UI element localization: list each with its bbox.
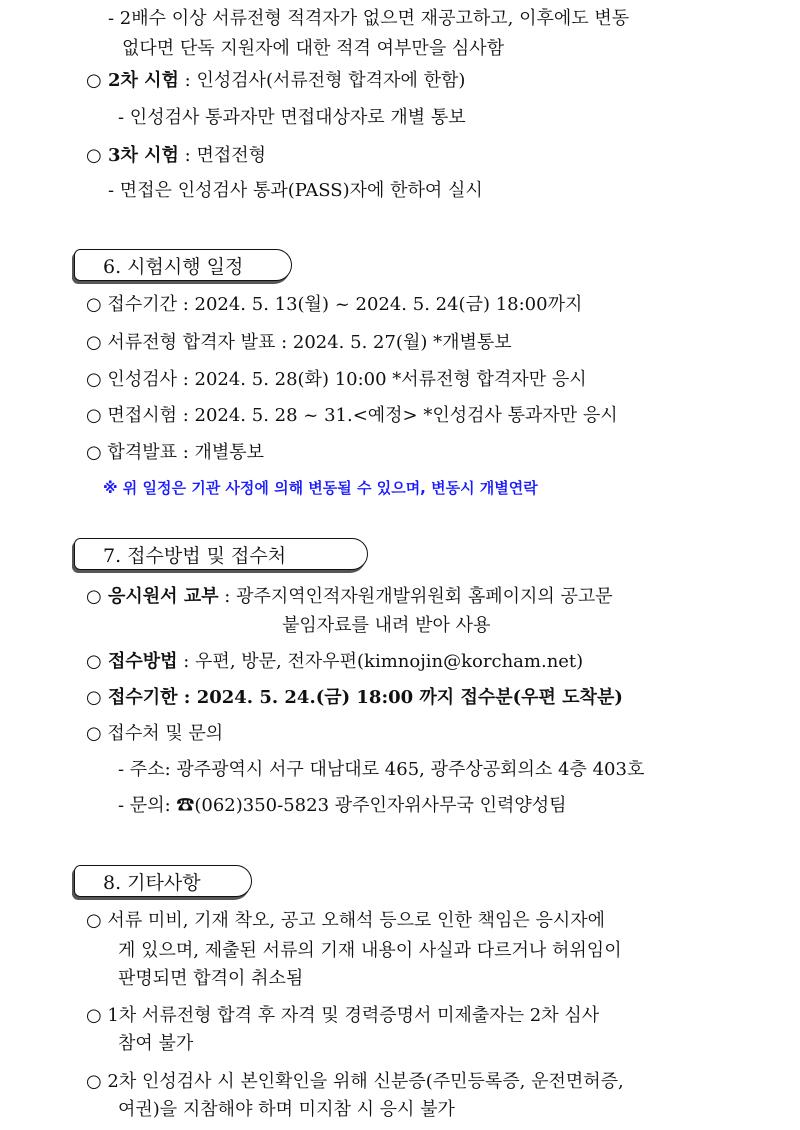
stage2-text: : 인성검사(서류전형 합격자에 한함) [178, 70, 466, 91]
schedule-item: ○ 서류전형 합격자 발표 : 2024. 5. 27(월) *개별통보 [86, 332, 512, 353]
phone-icon: ☎ [176, 795, 195, 816]
method-line [86, 649, 583, 675]
schedule-item: ○ 접수기간 : 2024. 5. 13(월) ~ 2024. 5. 24(금) 18:00까지 [86, 294, 583, 315]
schedule-item: ○ 합격발표 : 개별통보 [86, 442, 265, 463]
contact-prefix: - 문의: [118, 795, 177, 816]
section7-heading [74, 538, 368, 570]
place-label: ○ 접수처 및 문의 [86, 723, 224, 744]
stage3-line [86, 143, 266, 169]
method-text: : 우편, 방문, 전자우편(kimnojin@korcham.net) [177, 651, 584, 672]
method-label: ○ 접수방법 [86, 651, 178, 672]
contact-text: (062)350-5823 광주인자위사무국 인력양성팀 [194, 795, 567, 816]
intro-line-2: 없다면 단독 지원자에 대한 적격 여부만을 심사함 [122, 38, 505, 59]
address-line: - 주소: 광주광역시 서구 대남대로 465, 광주상공회의소 4층 403호 [118, 759, 645, 780]
section8-heading [74, 865, 252, 897]
stage3-sub: - 면접은 인성검사 통과(PASS)자에 한하여 실시 [108, 180, 483, 201]
misc-item-2: ○ 1차 서류전형 합격 후 자격 및 경력증명서 미제출자는 2차 심사 [86, 1005, 600, 1026]
stage2-line [86, 68, 465, 94]
misc-item-2-cont: 참여 불가 [118, 1033, 194, 1054]
section6-heading [74, 249, 292, 281]
section6-title: 6. 시험시행 일정 [103, 255, 244, 278]
deadline-line: ○ 접수기한 : 2024. 5. 24.(금) 18:00 까지 접수분(우편 도착분) [86, 687, 623, 708]
stage2-label: ○ 2차 시험 [86, 70, 179, 91]
misc-item-3: ○ 2차 인성검사 시 본인확인을 위해 신분증(주민등록증, 운전면허증, [86, 1071, 624, 1092]
schedule-note: ※ 위 일정은 기관 사정에 의해 변동될 수 있으며, 변동시 개별연락 [103, 479, 538, 497]
schedule-item: ○ 인성검사 : 2024. 5. 28(화) 10:00 *서류전형 합격자만 응시 [86, 369, 587, 390]
misc-item-3-cont: 여권)을 지참해야 하며 미지참 시 응시 불가 [118, 1099, 455, 1120]
apply-text-2: 붙임자료를 내려 받아 사용 [282, 615, 491, 636]
apply-text: : 광주지역인적자원개발위원회 홈페이지의 공고문 [218, 586, 613, 607]
misc-item-1: ○ 서류 미비, 기재 착오, 공고 오해석 등으로 인한 책임은 응시자에 [86, 910, 606, 931]
stage3-text: : 면접전형 [184, 145, 267, 166]
schedule-item: ○ 면접시험 : 2024. 5. 28 ~ 31.<예정> *인성검사 통과자만 응시 [86, 405, 618, 426]
section7-title: 7. 접수방법 및 접수처 [103, 544, 287, 567]
apply-label: ○ 응시원서 교부 [86, 586, 219, 607]
intro-line-1: - 2배수 이상 서류전형 적격자가 없으면 재공고하고, 이후에도 변동 [108, 8, 630, 29]
misc-item-1-cont: 판명되면 합격이 취소됨 [118, 968, 304, 989]
misc-item-1-cont: 게 있으며, 제출된 서류의 기재 내용이 사실과 다르거나 허위임이 [118, 940, 622, 961]
stage2-sub: - 인성검사 통과자만 면접대상자로 개별 통보 [118, 107, 466, 128]
apply-line [86, 584, 613, 610]
stage3-label: ○ 3차 시험 [86, 145, 179, 166]
section8-title: 8. 기타사항 [103, 871, 201, 894]
contact-line [118, 793, 567, 819]
